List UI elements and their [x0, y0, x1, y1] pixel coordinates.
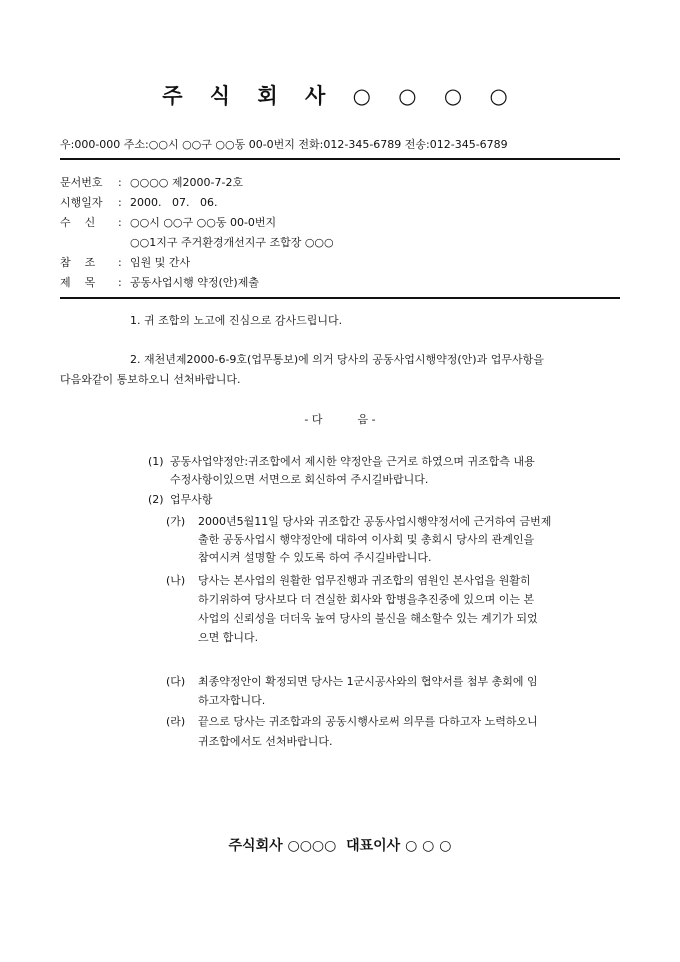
recipient-name: ○○1지구 주거환경개선지구 조합장 ○○○: [130, 236, 334, 249]
colon: :: [118, 196, 122, 209]
sub-item-da-line-1: 최종약정안이 확정되면 당사는 1군시공사와의 협약서를 첨부 총회에 임: [198, 675, 538, 688]
sub-item-ga-line-1: 2000년5월11일 당사와 귀조합간 공동사업시행약정서에 근거하여 금번제: [198, 515, 552, 528]
sub-item-ga-label: (가): [166, 515, 186, 528]
sub-item-na-line-2: 하기위하여 당사보다 더 견실한 회사와 합병을추진중에 있으며 이는 본: [198, 593, 535, 606]
sub-item-ga-line-2: 출한 공동사업시 행약정안에 대하여 이사회 및 총회시 당사의 관계인을: [198, 533, 535, 546]
sub-item-ra-line-2: 귀조합에서도 선처바랍니다.: [198, 735, 333, 748]
item-1-line-2: 수정사항이있으면 서면으로 회신하여 주시길바랍니다.: [170, 473, 429, 486]
sub-item-ga-line-3: 참여시켜 설명할 수 있도록 하여 주시길바랍니다.: [198, 551, 432, 564]
paragraph-2-line-2: 다음와같이 통보하오니 선처바랍니다.: [60, 373, 241, 386]
paragraph-1: 1. 귀 조합의 노고에 진심으로 감사드립니다.: [130, 314, 343, 327]
date-row: [60, 194, 217, 210]
header-divider: [60, 158, 620, 160]
company-title: 주 식 회 사 ○ ○ ○ ○: [162, 83, 518, 108]
sub-item-ra-label: (라): [166, 715, 186, 728]
item-2-title: 업무사항: [170, 493, 213, 506]
item-1-number: (1): [148, 455, 164, 468]
item-1-line-1: 공동사업약정안:귀조합에서 제시한 약정안을 근거로 하였으며 귀조합측 내용: [170, 455, 535, 468]
sub-item-na-label: (나): [166, 574, 186, 587]
item-2-number: (2): [148, 493, 164, 506]
subject-row: [60, 274, 259, 290]
section-heading: - 다 음 -: [304, 413, 376, 426]
reference-label: 참 조: [60, 256, 96, 269]
recipient-address: ○○시 ○○구 ○○동 00-0번지: [130, 216, 277, 229]
sub-item-na-line-3: 사업의 신뢰성을 더더욱 높여 당사의 불신을 해소할수 있는 계기가 되었: [198, 612, 538, 625]
subject-label: 제 목: [60, 276, 96, 289]
colon: :: [118, 276, 122, 289]
address-line: 우:000-000 주소:○○시 ○○구 ○○동 00-0번지 전화:012-345-6789 전송:012-345-6789: [60, 138, 508, 151]
colon: :: [118, 216, 122, 229]
sub-item-da-label: (다): [166, 675, 186, 688]
doc-number-label: 문서번호: [60, 176, 103, 189]
signature-line: 주식회사 ○○○○ 대표이사 ○ ○ ○: [228, 838, 452, 854]
colon: :: [118, 176, 122, 189]
subject-value: 공동사업시행 약정(안)제출: [130, 276, 259, 289]
sub-item-ra-line-1: 끝으로 당사는 귀조합과의 공동시행사로써 의무를 다하고자 노력하오니: [198, 715, 538, 728]
recipient-label: 수 신: [60, 216, 96, 229]
paragraph-2-line-1: 2. 재천년제2000-6-9호(업무통보)에 의거 당사의 공동사업시행약정(안)과 업무사항을: [130, 353, 544, 366]
reference-row: [60, 254, 190, 270]
doc-number-row: [60, 174, 243, 190]
date-value: 2000. 07. 06.: [130, 196, 218, 209]
date-label: 시행일자: [60, 196, 103, 209]
sub-item-na-line-1: 당사는 본사업의 원활한 업무진행과 귀조합의 염원인 본사업을 원활히: [198, 574, 531, 587]
colon: :: [118, 256, 122, 269]
sub-item-na-line-4: 으면 합니다.: [198, 631, 259, 644]
meta-divider: [60, 297, 620, 299]
reference-value: 임원 및 간사: [130, 256, 191, 269]
sub-item-da-line-2: 하고자합니다.: [198, 694, 266, 707]
doc-number-value: ○○○○ 제2000-7-2호: [130, 176, 244, 189]
recipient-row: [60, 214, 276, 230]
